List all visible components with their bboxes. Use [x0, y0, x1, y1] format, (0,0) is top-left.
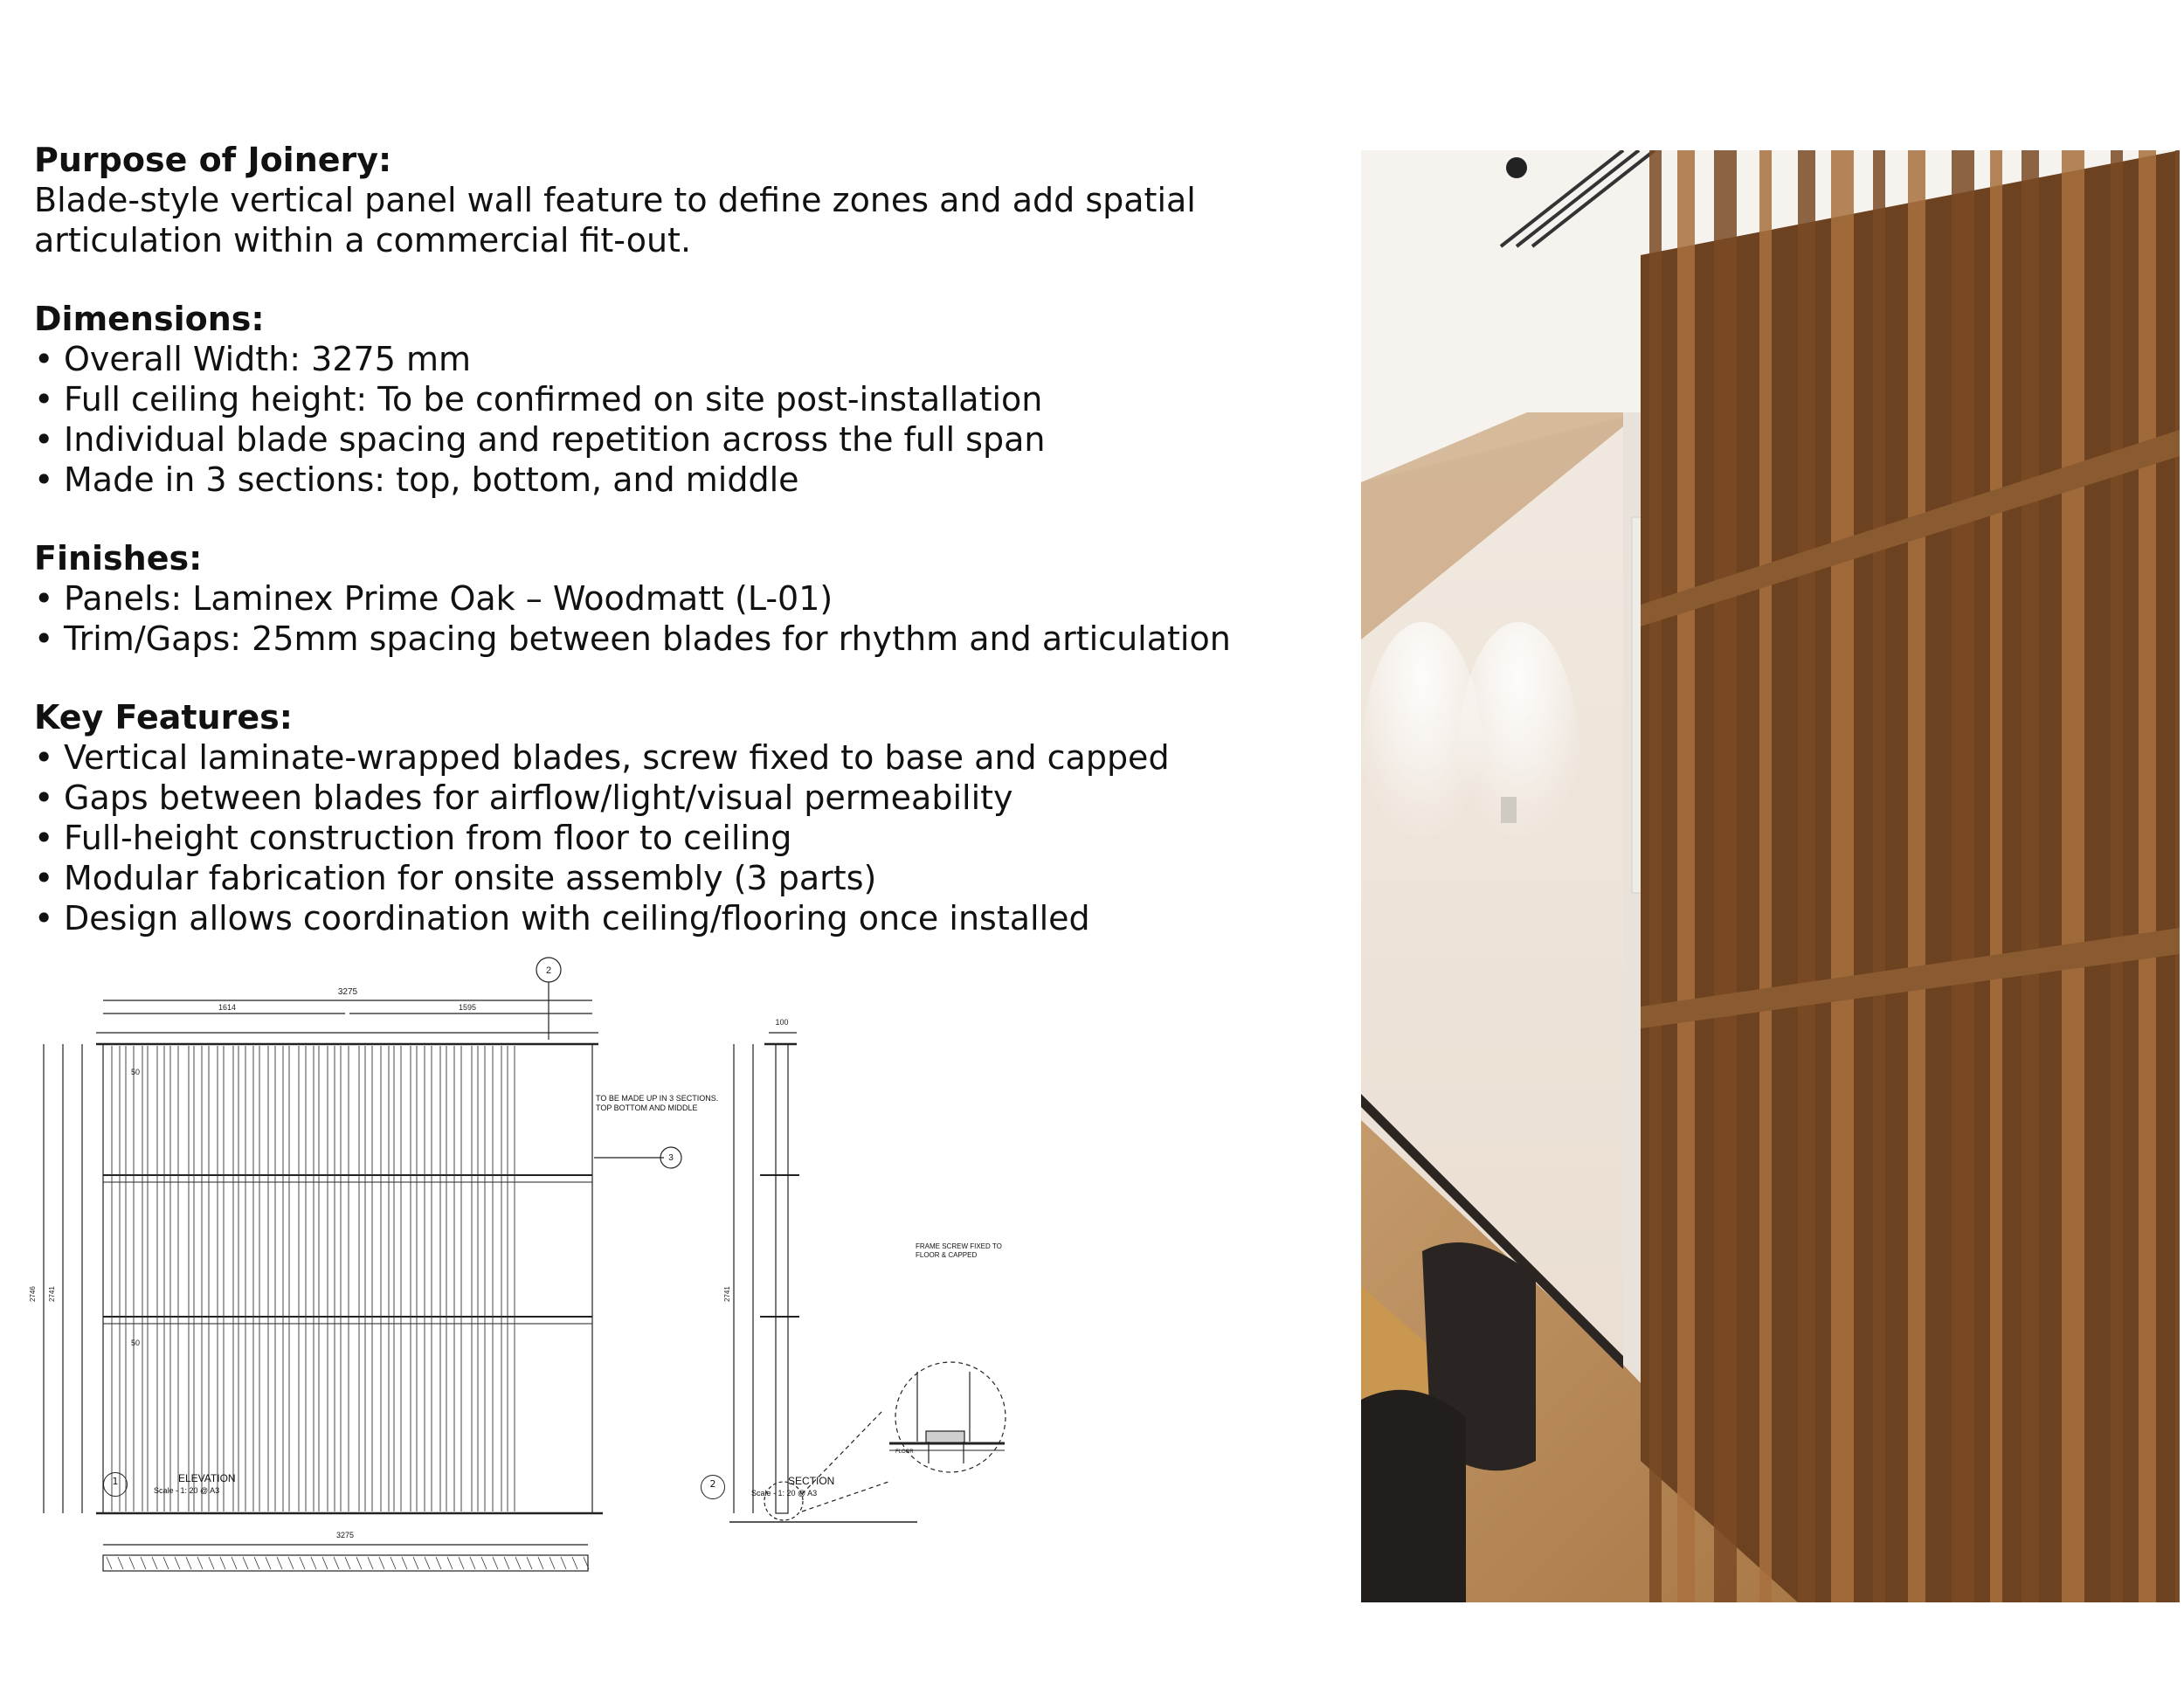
top-marker-label: 2	[545, 965, 552, 976]
list-item: • Made in 3 sections: top, bottom, and middle	[34, 460, 799, 499]
plan-mark	[572, 1557, 577, 1569]
section-title: SECTION	[788, 1475, 835, 1487]
right-half-label: 1595	[458, 1003, 477, 1012]
section-scale: Scale - 1: 20 @ A3	[751, 1489, 818, 1498]
plan-mark	[311, 1557, 316, 1569]
finishes-section	[34, 538, 1327, 659]
elevation-title: ELEVATION	[178, 1472, 236, 1484]
list-item: • Vertical laminate-wrapped blades, screw fixed to base and capped	[34, 738, 1170, 777]
left-half-label: 1614	[218, 1003, 237, 1012]
plan-mark	[266, 1557, 271, 1569]
list-item: • Full ceiling height: To be confirmed on site post-installation	[34, 380, 1043, 419]
finishes-list	[34, 578, 1327, 659]
list-item: • Trim/Gaps: 25mm spacing between blades for rhythm and articulation	[34, 619, 1231, 658]
dimensions-list	[34, 339, 1327, 500]
floor-label: FLOOR	[895, 1449, 914, 1455]
photo-blade	[1952, 150, 1974, 1602]
finishes-heading: Finishes:	[34, 539, 203, 578]
plan-mark	[277, 1557, 282, 1569]
list-item: • Panels: Laminex Prime Oak – Woodmatt (L-01)	[34, 579, 833, 618]
plan-mark	[118, 1557, 123, 1569]
plan-mark	[345, 1557, 350, 1569]
plan-mark	[561, 1557, 566, 1569]
plan-mark	[447, 1557, 453, 1569]
photo-blade	[1908, 150, 1925, 1602]
plan-mark	[152, 1557, 157, 1569]
section-note: TO BE MADE UP IN 3 SECTIONS. TOP BOTTOM AND MIDDLE	[596, 1094, 719, 1112]
plan-width-label: 3275	[336, 1531, 355, 1539]
key-features-heading: Key Features:	[34, 698, 293, 737]
svg-text:2741: 2741	[723, 1286, 731, 1302]
svg-text:2746: 2746	[29, 1286, 37, 1302]
plan-mark	[493, 1557, 498, 1569]
plan-mark	[163, 1557, 169, 1569]
elevation-number-icon: 1	[103, 1472, 128, 1497]
elevation-scale: Scale - 1: 20 @ A3	[154, 1486, 220, 1495]
purpose-body: Blade-style vertical panel wall feature to define zones and add spatial articulation within a commercial fit-out.	[34, 181, 1196, 259]
elevation-frame	[103, 1044, 592, 1513]
plan-mark	[515, 1557, 521, 1569]
plan-mark	[413, 1557, 418, 1569]
photo-blade	[1873, 150, 1885, 1602]
plan-mark	[538, 1557, 543, 1569]
plan-mark	[356, 1557, 362, 1569]
plan-mark	[129, 1557, 135, 1569]
plan-mark	[209, 1557, 214, 1569]
list-item: • Modular fabrication for onsite assembly (3 parts)	[34, 859, 877, 897]
elevation-blades	[112, 1046, 515, 1512]
photo-blade	[1714, 150, 1737, 1602]
plan-mark	[141, 1557, 146, 1569]
dimensions-section	[34, 299, 1327, 500]
plan-mark	[402, 1557, 407, 1569]
photo-blade	[1831, 150, 1854, 1602]
list-item: • Full-height construction from floor to ceiling	[34, 819, 792, 857]
key-features-list	[34, 737, 1327, 938]
plan-mark	[322, 1557, 328, 1569]
description-text	[34, 140, 1327, 977]
photo-blade	[2175, 150, 2180, 1602]
plan-mark	[470, 1557, 475, 1569]
plan-mark	[232, 1557, 237, 1569]
plan-mark	[197, 1557, 203, 1569]
plan-mark	[243, 1557, 248, 1569]
plan-mark	[334, 1557, 339, 1569]
photo-blade	[2022, 150, 2039, 1602]
photo-blade	[1990, 150, 2002, 1602]
plan-mark	[527, 1557, 532, 1569]
photo-blade	[1677, 150, 1695, 1602]
detail-enlargement	[895, 1362, 1006, 1472]
mid-marker-label: 3	[668, 1153, 674, 1163]
plan-mark	[436, 1557, 441, 1569]
plan-mark	[425, 1557, 430, 1569]
plan-mark	[175, 1557, 180, 1569]
section-width-label: 100	[775, 1018, 789, 1027]
plan-mark	[390, 1557, 396, 1569]
plan-mark	[459, 1557, 464, 1569]
plan-mark	[379, 1557, 384, 1569]
blade-depth-label: 50	[131, 1068, 141, 1076]
list-item: • Individual blade spacing and repetition across the full span	[34, 420, 1046, 459]
photo-blade	[1649, 150, 1662, 1602]
photo-timber-blade-wall	[1361, 150, 2180, 1602]
plan-mark	[368, 1557, 373, 1569]
purpose-section	[34, 140, 1327, 260]
detail-note: FRAME SCREW FIXED TO FLOOR & CAPPED	[916, 1242, 1002, 1259]
dimensions-heading: Dimensions:	[34, 300, 265, 338]
list-item: • Overall Width: 3275 mm	[34, 340, 471, 378]
key-features-section	[34, 697, 1327, 938]
plan-mark	[300, 1557, 305, 1569]
section-drawing	[729, 1033, 1006, 1522]
plan-mark	[254, 1557, 259, 1569]
plan-mark	[549, 1557, 555, 1569]
photo-blade	[2111, 150, 2123, 1602]
plan-mark	[504, 1557, 509, 1569]
photo-blade	[2139, 150, 2156, 1602]
plan-mark	[220, 1557, 225, 1569]
list-item: • Design allows coordination with ceiling/flooring once installed	[34, 899, 1090, 937]
plan-mark	[186, 1557, 191, 1569]
section-number-icon: 2	[701, 1475, 725, 1499]
elevation-caption	[103, 1472, 260, 1504]
svg-text:2741: 2741	[48, 1286, 56, 1302]
svg-text:50: 50	[131, 1339, 141, 1347]
overall-width-label: 3275	[337, 987, 358, 997]
photo-blade	[1759, 150, 1772, 1602]
plan-mark	[481, 1557, 487, 1569]
list-item: • Gaps between blades for airflow/light/visual permeability	[34, 778, 1013, 817]
plan-mark	[288, 1557, 294, 1569]
plan-mark	[107, 1557, 112, 1569]
purpose-heading: Purpose of Joinery:	[34, 141, 392, 179]
downlight-icon	[1506, 157, 1527, 178]
photo-blade	[1798, 150, 1815, 1602]
section-caption	[701, 1475, 858, 1506]
photo-blade	[2062, 150, 2084, 1602]
plan-marks	[107, 1557, 589, 1569]
